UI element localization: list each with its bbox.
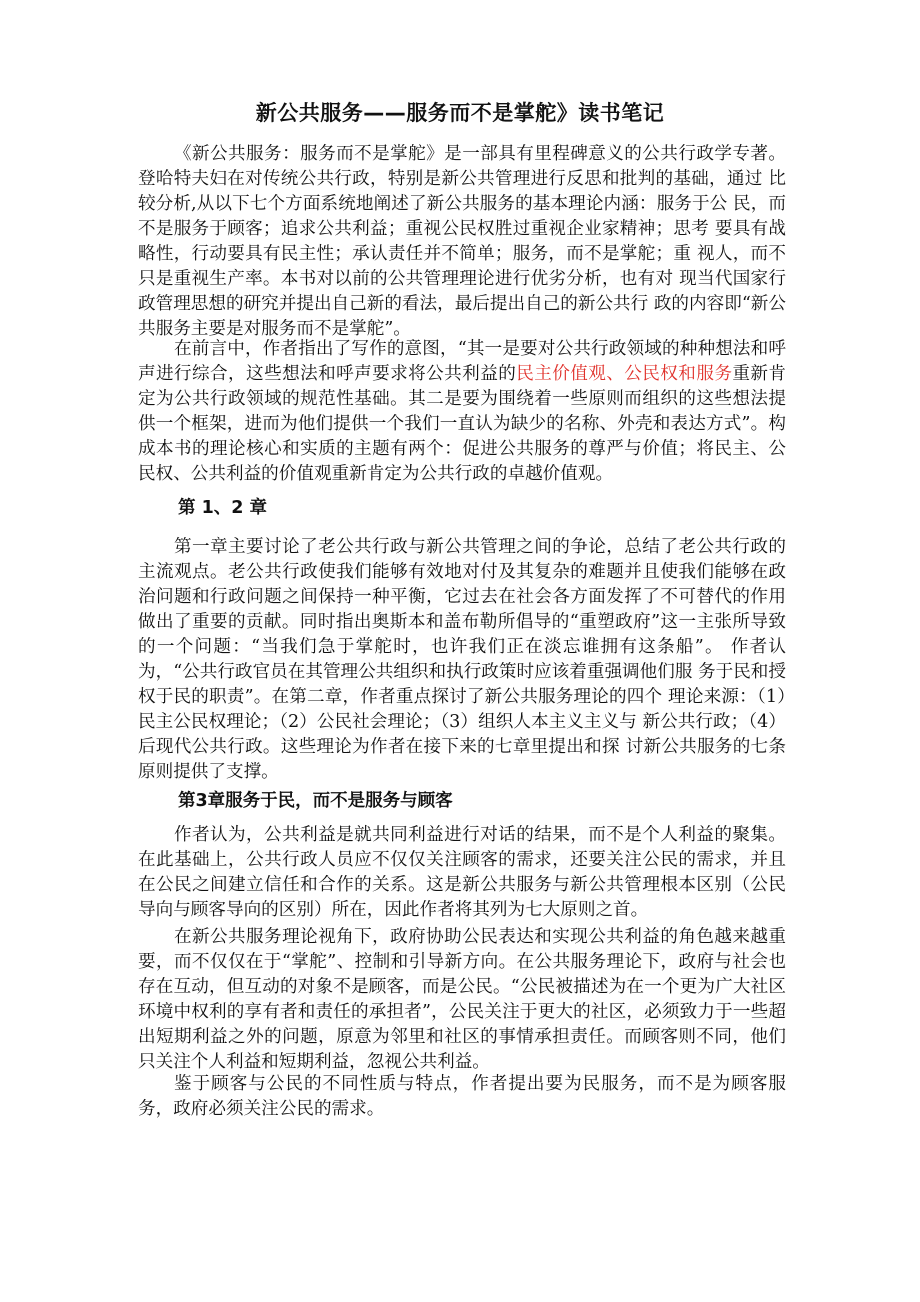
preface-paragraph	[138, 337, 786, 487]
chapter-3-paragraph-2: 在新公共服务理论视角下，政府协助公民表达和实现公共利益的角色越来越重要，而不仅仅在于“掌舵”、控制和引导新方向。在公共服务理论下，政府与社会也存在互动，但互动的对象不是顾客，而是公民。“公民被描述为在一个更为广大社区环境中权利的享有者和责任的承担者”，公民关注于更大的社区，必须致力于一些超出短期利益之外的问题，原意为邻里和社区的事情承担责任。而顾客则不同，他们只关注个人利益和短期利益，忽视公共利益。	[138, 927, 786, 1072]
preface-text-start: 在前言中，作者指出了写作的意图，“其一是要对公共行政领域的种种想法和呼声进行综合，这些想法和呼声要求将公共利益的	[138, 339, 786, 384]
chapter-3-heading: 第3章服务于民，而不是服务与顾客	[178, 791, 453, 811]
chapter-3-section-c	[138, 1072, 786, 1122]
intro-paragraph: 《新公共服务：服务而不是掌舵》是一部具有里程碑意义的公共行政学专著。 登哈特夫妇在对传统公共行政，特别是新公共管理进行反思和批判的基础，通过 比较分析,从以下七个方面系统地阐述了新公共服务的基本理论内涵：服务于公 民，而不是服务于顾客；追求公共利益；重视公民权胜过重视企业家精神；思考 要具有战略性，行动要具有民主性；承认责任并不简单；服务，而不是掌舵；重 视人，而不只是重视生产率。本书对以前的公共管理理论进行优劣分析，也有对 现当代国家行政管理思想的研究并提出自己新的看法，最后提出自己的新公共行 政的内容即“新公共服务主要是对服务而不是掌舵”。	[138, 144, 786, 339]
chapter-3-section-a	[138, 823, 786, 923]
page-title: 新公共服务——服务而不是掌舵》读书笔记	[255, 101, 665, 125]
highlighted-text: 民主价值观、公民权和服务	[516, 364, 733, 384]
chapter-1-2-heading: 第 1、2 章	[178, 498, 268, 518]
chapter-1-2-section	[138, 535, 786, 785]
intro-section	[138, 142, 786, 342]
chapter-3-section-b	[138, 925, 786, 1075]
chapter-3-paragraph-1: 作者认为，公共利益是就共同利益进行对话的结果，而不是个人利益的聚集。在此基础上，公共行政人员应不仅仅关注顾客的需求，还要关注公民的需求，并且在公民之间建立信任和合作的关系。这是新公共服务与新公共管理根本区别（公民导向与顾客导向的区别）所在，因此作者将其列为七大原则之首。	[138, 825, 786, 920]
chapter-3-paragraph-3: 鉴于顾客与公民的不同性质与特点，作者提出要为民服务，而不是为顾客服务，政府必须关注公民的需求。	[138, 1074, 786, 1119]
chapter-1-2-paragraph: 第一章主要讨论了老公共行政与新公共管理之间的争论，总结了老公共行政的主流观点。老公共行政使我们能够有效地对付及其复杂的难题并且使我们能够在政治问题和行政问题之间保持一种平衡，它过去在社会各方面发挥了不可替代的作用做出了重要的贡献。同时指出奥斯本和盖布勒所倡导的“重塑政府”这一主张所导致的一个问题：“当我们急于掌舵时，也许我们正在淡忘谁拥有这条船”。 作者认为，“公共行政官员在其管理公共组织和执行政策时应该着重强调他们服 务于民和授权于民的职责”。在第二章，作者重点探讨了新公共服务理论的四个 理论来源：（1）民主公民权理论；（2）公民社会理论；（3）组织人本主义主义与 新公共行政；（4）后现代公共行政。这些理论为作者在接下来的七章里提出和探 讨新公共服务的七条原则提供了支撑。	[138, 537, 786, 782]
preface-text-end: 重新肯定为公共行政领域的规范性基础。其二是要为围绕着一些原则而组织的这些想法提供一个框架，进而为他们提供一个我们一直认为缺少的名称、外壳和表达方式”。构成本书的理论核心和实质的主题有两个：促进公共服务的尊严与价值；将民主、公民权、公共利益的价值观重新肯定为公共行政的卓越价值观。	[138, 364, 786, 484]
preface-section	[138, 337, 786, 487]
